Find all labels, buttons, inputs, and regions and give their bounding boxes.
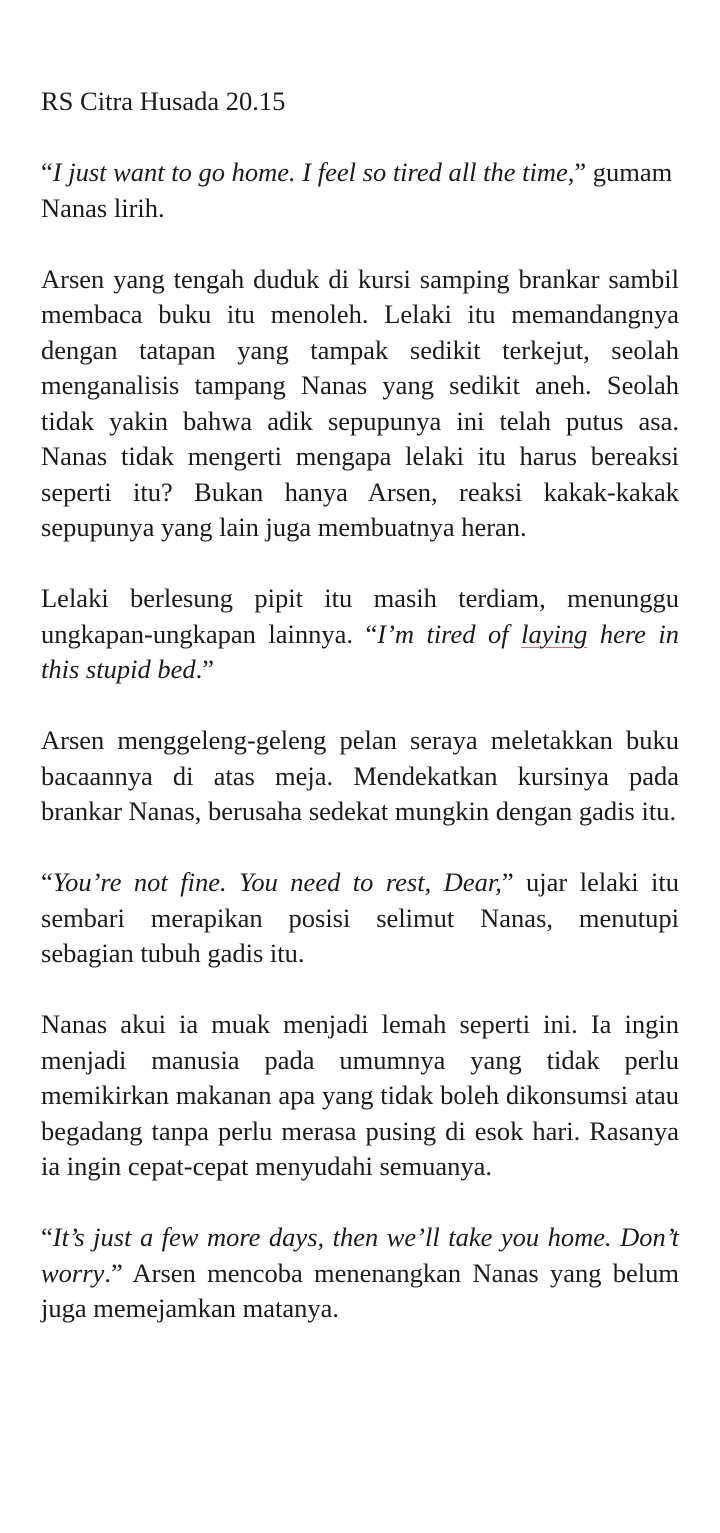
- open-quote: “: [41, 157, 53, 187]
- open-quote: “: [41, 867, 53, 897]
- quoted-speech-part: I’m tired of: [377, 618, 522, 649]
- open-quote: “: [41, 1222, 53, 1252]
- narration: ” ujar lelaki itu sembari merapikan posisi selimut Nanas, menutupi sebagian tubuh gadis itu.: [41, 867, 679, 968]
- paragraph-3: [41, 581, 679, 688]
- quoted-speech-part: here in this stupid bed: [41, 618, 680, 684]
- paragraph-7: [41, 1220, 679, 1327]
- paragraph-4: Arsen menggeleng-geleng pelan seraya meletakkan buku bacaannya di atas meja. Mendekatkan kursinya pada brankar Nanas, berusaha sedekat mungkin dengan gadis itu.: [41, 725, 679, 826]
- scene-heading: RS Citra Husada 20.15: [41, 86, 286, 116]
- paragraph-1: [41, 155, 679, 226]
- quoted-speech: It’s just a few more days, then we’ll take you home. Don’t worry: [41, 1222, 679, 1288]
- spellcheck-underlined-word: laying: [521, 618, 588, 649]
- paragraph-5: [41, 865, 679, 972]
- close-quote: ”: [574, 157, 587, 187]
- quoted-speech: I just want to go home. I feel so tired all the time,: [52, 157, 575, 187]
- narration: gumam Nanas lirih.: [41, 157, 673, 223]
- quoted-speech: You’re not fine. You need to rest, Dear,: [52, 867, 502, 897]
- narration: .” Arsen mencoba menenangkan Nanas yang belum juga memejamkan matanya.: [41, 1257, 679, 1323]
- close-quote: .”: [195, 654, 214, 684]
- paragraph-2: Arsen yang tengah duduk di kursi samping brankar sambil membaca buku itu menoleh. Lelaki itu memandangnya dengan tatapan yang tampak sedikit terkejut, seolah menganalisis tampang Nanas yang sedikit aneh. Seolah tidak yakin bahwa adik sepupunya ini telah putus asa. Nanas tidak mengerti mengapa lelaki itu harus bereaksi seperti itu? Bukan hanya Arsen, reaksi kakak-kakak sepupunya yang lain juga membuatnya heran.: [41, 263, 679, 542]
- document-body: [41, 84, 679, 1362]
- narration: Lelaki berlesung pipit itu masih terdiam, menunggu ungkapan-ungkapan lainnya. “: [41, 583, 679, 649]
- paragraph-6: Nanas akui ia muak menjadi lemah seperti ini. Ia ingin menjadi manusia pada umumnya yang tidak perlu memikirkan makanan apa yang tidak boleh dikonsumsi atau begadang tanpa perlu merasa pusing di esok hari. Rasanya ia ingin cepat-cepat menyudahi semuanya.: [41, 1009, 679, 1181]
